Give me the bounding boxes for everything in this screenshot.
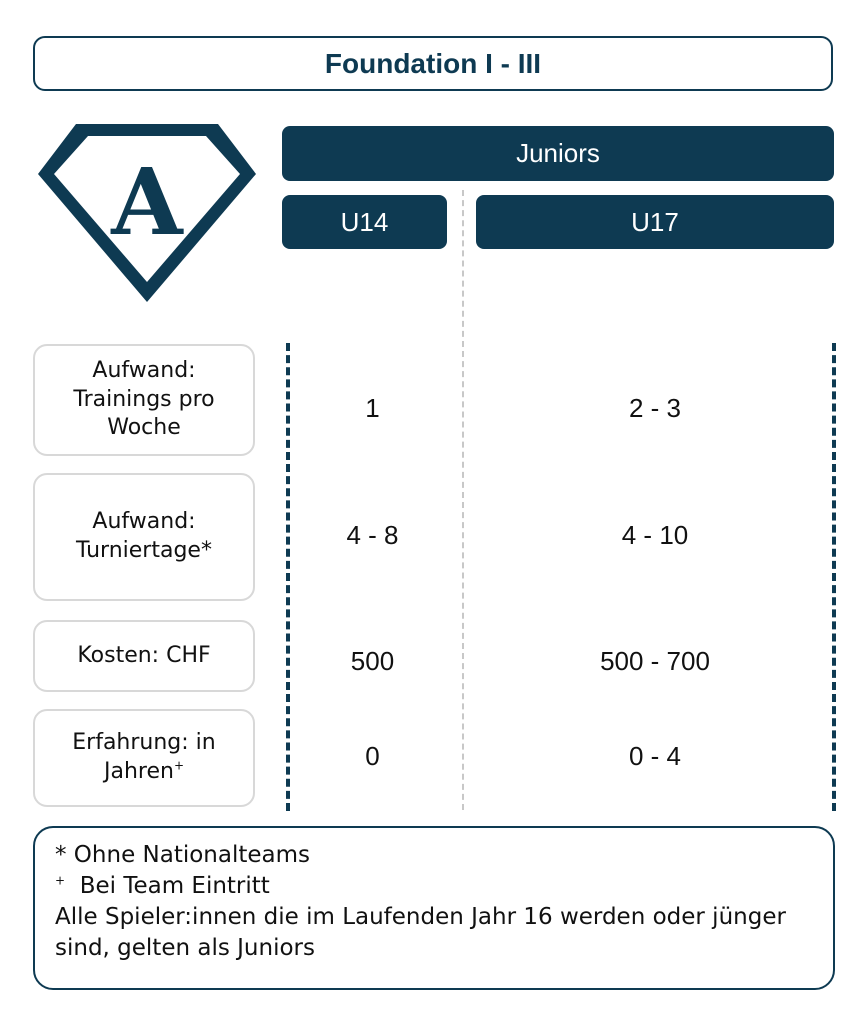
page-title: Foundation I - III [33, 36, 833, 91]
superhero-shield-logo-icon [36, 122, 258, 304]
footnote-marker: + [55, 873, 66, 888]
group-header-juniors: Juniors [282, 126, 834, 181]
value-u17-turniertage: 4 - 10 [621, 520, 689, 550]
table-left-border [286, 343, 290, 811]
row-label-kosten: Kosten: CHF [33, 620, 255, 692]
column-header-u17: U17 [476, 195, 834, 249]
footnote-juniors-definition: Alle Spieler:innen die im Laufenden Jahr 16 werden oder jünger sind, gelten als Juniors [55, 904, 786, 962]
row-label-erfahrung [33, 709, 255, 807]
footnote-team-entry [55, 871, 813, 902]
row-label-erfahrung-marker: + [173, 758, 184, 773]
value-u14-turniertage: 4 - 8 [346, 520, 399, 550]
row-label-trainings: Aufwand: Trainings pro Woche [33, 344, 255, 456]
footnote-national: * Ohne Nationalteams [55, 842, 311, 868]
column-divider [462, 190, 464, 810]
value-u17-erfahrung: 0 - 4 [628, 741, 682, 771]
footnote-box [33, 826, 835, 990]
value-u17-trainings: 2 - 3 [628, 393, 682, 423]
footnote-team-entry-text: Bei Team Eintritt [79, 873, 270, 900]
row-label-erfahrung-text: Erfahrung: in Jahren [72, 730, 216, 784]
column-header-u14: U14 [282, 195, 447, 249]
value-u14-trainings: 1 [365, 393, 380, 423]
logo-letter: A [111, 148, 183, 256]
value-u14-erfahrung: 0 [365, 741, 380, 771]
table-right-border [832, 343, 836, 811]
row-label-turniertage: Aufwand: Turniertage* [33, 473, 255, 601]
value-u17-kosten: 500 - 700 [600, 646, 710, 676]
value-u14-kosten: 500 [350, 646, 395, 676]
